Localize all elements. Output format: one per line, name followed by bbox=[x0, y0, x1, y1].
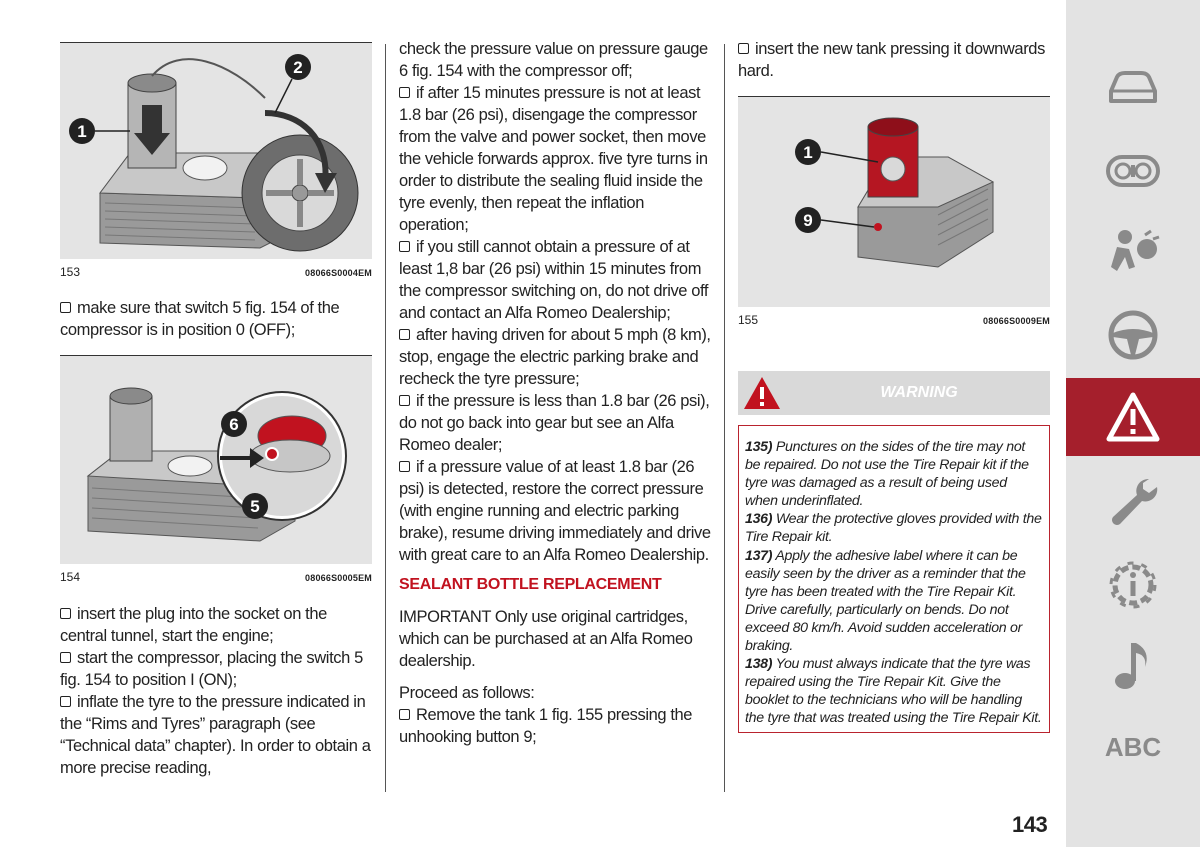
list-item: insert the new tank pressing it downwards hard. bbox=[738, 40, 1045, 80]
figure-code: 08066S0009EM bbox=[983, 316, 1050, 326]
checkbox-bullet-icon bbox=[399, 709, 410, 720]
figure-153 bbox=[60, 42, 372, 259]
checkbox-bullet-icon bbox=[60, 696, 71, 707]
col1-text-b bbox=[60, 603, 372, 779]
figure-153-illustration bbox=[60, 43, 372, 259]
list-item: make sure that switch 5 fig. 154 of the compressor is in position 0 (OFF); bbox=[60, 299, 340, 339]
col1-text-a bbox=[60, 297, 372, 341]
checkbox-bullet-icon bbox=[399, 329, 410, 340]
list-item: if the pressure is less than 1.8 bar (26 psi), do not go back into gear but see an Alfa Romeo dealer; bbox=[399, 392, 710, 454]
callout-9: 9 bbox=[803, 211, 813, 230]
figure-154-caption bbox=[60, 570, 372, 588]
checkbox-bullet-icon bbox=[399, 461, 410, 472]
gear-info-icon bbox=[1105, 557, 1161, 613]
figure-153-caption bbox=[60, 265, 372, 283]
column-3 bbox=[738, 38, 1050, 733]
column-2 bbox=[399, 38, 711, 748]
figure-154 bbox=[60, 355, 372, 564]
checkbox-bullet-icon bbox=[60, 608, 71, 619]
warning-item: 137) Apply the adhesive label where it can be easily seen by the driver as a reminder that the tyre has been treated with the Tire Repair Kit. Drive carefully, particularly on bends. Do not exceed 80 km/h. Avoid sudden acceleration or braking. bbox=[745, 547, 1026, 655]
sidebar-item-driving[interactable] bbox=[1066, 296, 1200, 374]
warning-header bbox=[738, 371, 1050, 415]
list-item: if you still cannot obtain a pressure of at least 1,8 bar (26 psi) within 15 minutes from the compressor switching on, do not drive off and contact an Alfa Romeo Dealership; bbox=[399, 238, 709, 322]
warning-item: 136) Wear the protective gloves provided with the Tire Repair kit. bbox=[745, 511, 1042, 546]
paragraph-important: IMPORTANT Only use original cartridges, which can be purchased at an Alfa Romeo dealership. bbox=[399, 608, 693, 670]
figure-154-illustration bbox=[60, 356, 372, 564]
sidebar-item-index[interactable] bbox=[1066, 708, 1200, 786]
sidebar-item-technical-data[interactable] bbox=[1066, 546, 1200, 624]
list-item: insert the plug into the socket on the central tunnel, start the engine; bbox=[60, 605, 327, 645]
music-note-icon bbox=[1111, 637, 1155, 693]
airbag-icon bbox=[1105, 227, 1161, 279]
steering-wheel-icon bbox=[1107, 309, 1159, 361]
figure-number: 155 bbox=[738, 313, 759, 327]
paragraph-proceed: Proceed as follows: bbox=[399, 684, 535, 702]
col3-text bbox=[738, 38, 1050, 82]
page-number: 143 bbox=[1012, 812, 1048, 837]
chapter-sidebar bbox=[1066, 0, 1200, 847]
sidebar-item-multimedia[interactable] bbox=[1066, 626, 1200, 704]
sidebar-item-car[interactable] bbox=[1066, 48, 1200, 126]
checkbox-bullet-icon bbox=[399, 87, 410, 98]
figure-155-caption bbox=[738, 313, 1050, 331]
list-item: start the compressor, placing the switch 5 fig. 154 to position I (ON); bbox=[60, 649, 363, 689]
figure-155 bbox=[738, 96, 1050, 307]
figure-code: 08066S0004EM bbox=[305, 268, 372, 278]
column-divider-2 bbox=[724, 44, 725, 792]
abc-index-label: ABC bbox=[1104, 731, 1162, 762]
warning-item: 135) Punctures on the sides of the tire may not be repaired. Do not use the Tire Repair kit if the tyre was damaged as a result of being used when underinflated. bbox=[745, 439, 1029, 510]
callout-5: 5 bbox=[250, 497, 260, 516]
checkbox-bullet-icon bbox=[738, 43, 749, 54]
warning-box bbox=[738, 425, 1050, 733]
warning-title: WARNING bbox=[880, 384, 958, 401]
section-heading: SEALANT BOTTLE REPLACEMENT bbox=[399, 576, 662, 593]
checkbox-bullet-icon bbox=[399, 241, 410, 252]
figure-number: 153 bbox=[60, 265, 81, 279]
list-item: if after 15 minutes pressure is not at least 1.8 bar (26 psi), disengage the compressor from the valve and power socket, then move the vehicle forwards approx. five tyre turns in order to distribute the sealing fluid inside the tyre evenly, then repeat the inflation operation; bbox=[399, 84, 708, 234]
figure-code: 08066S0005EM bbox=[305, 573, 372, 583]
list-item: inflate the tyre to the pressure indicated in the “Rims and Tyres” paragraph (see “Technical data” chapter). In order to obtain a more precise reading, bbox=[60, 693, 371, 777]
callout-6: 6 bbox=[229, 415, 239, 434]
column-1 bbox=[60, 38, 372, 779]
col2-text bbox=[399, 38, 711, 748]
column-divider-1 bbox=[385, 44, 386, 792]
list-item: if a pressure value of at least 1.8 bar (26 psi) is detected, restore the correct pressure (with engine running and electric parking brake), resume driving immediately and drive with great care to an Alfa Romeo Dealership. bbox=[399, 458, 711, 564]
sidebar-item-emergency[interactable] bbox=[1066, 378, 1200, 456]
figure-155-illustration bbox=[738, 97, 1050, 307]
callout-2: 2 bbox=[293, 58, 303, 77]
sidebar-item-safety[interactable] bbox=[1066, 214, 1200, 292]
checkbox-bullet-icon bbox=[60, 652, 71, 663]
list-item: after having driven for about 5 mph (8 km), stop, engage the electric parking brake and recheck the tyre pressure; bbox=[399, 326, 711, 388]
checkbox-bullet-icon bbox=[60, 302, 71, 313]
warning-triangle-icon bbox=[1105, 391, 1161, 443]
dashboard-icon bbox=[1105, 151, 1161, 191]
list-item: Remove the tank 1 fig. 155 pressing the unhooking button 9; bbox=[399, 706, 693, 746]
warning-item: 138) You must always indicate that the tyre was repaired using the Tire Repair Kit. Give the booklet to the technicians who will be handling the tyre that was treated using the Tire Repair Kit. bbox=[745, 656, 1042, 727]
car-icon bbox=[1105, 67, 1161, 107]
figure-number: 154 bbox=[60, 570, 81, 584]
paragraph: check the pressure value on pressure gauge 6 fig. 154 with the compressor off; bbox=[399, 40, 708, 80]
callout-1: 1 bbox=[803, 143, 813, 162]
wrench-icon bbox=[1105, 473, 1161, 529]
checkbox-bullet-icon bbox=[399, 395, 410, 406]
callout-1: 1 bbox=[77, 122, 87, 141]
sidebar-item-maintenance[interactable] bbox=[1066, 462, 1200, 540]
sidebar-item-dashboard[interactable] bbox=[1066, 132, 1200, 210]
